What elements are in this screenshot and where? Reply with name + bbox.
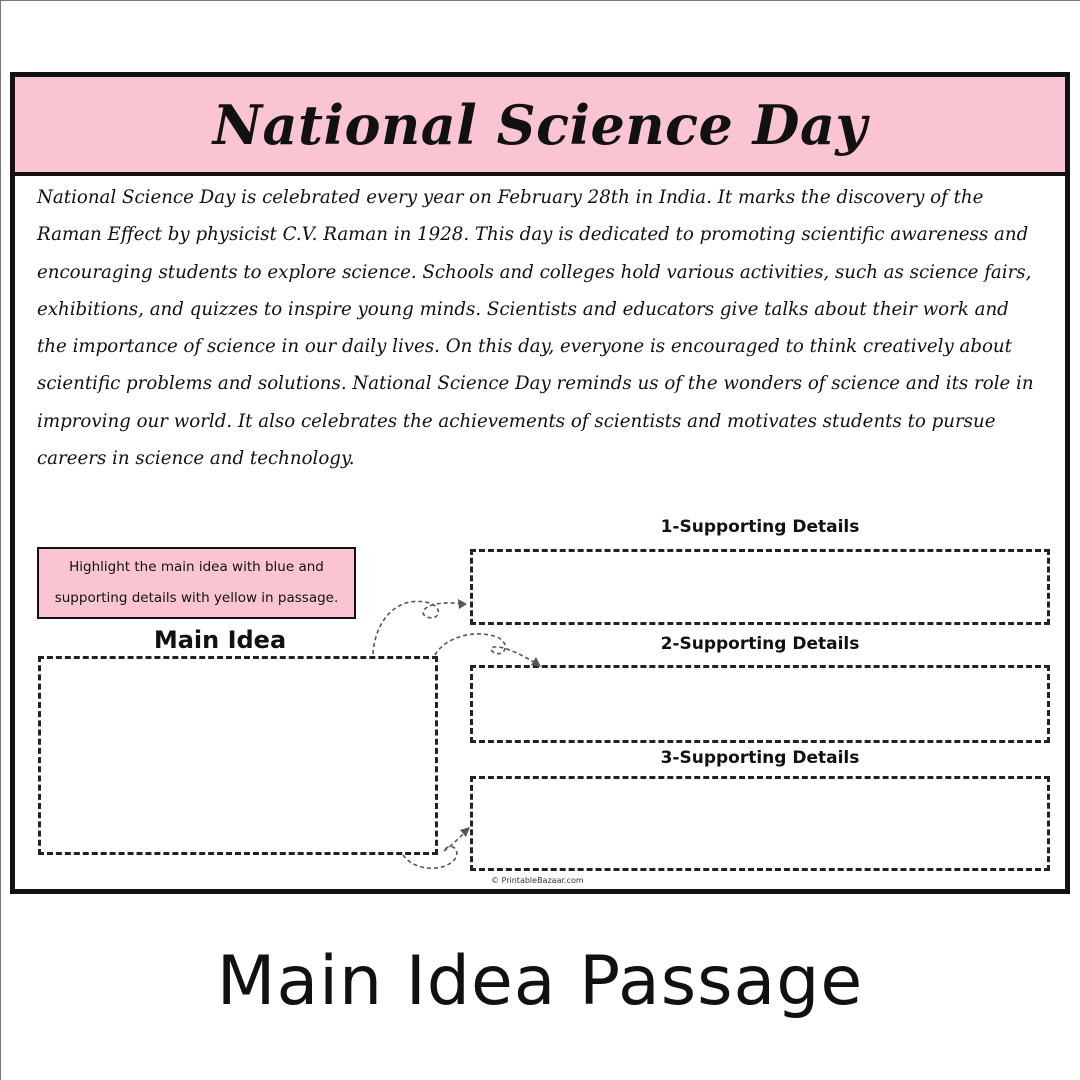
supporting-details-3-label: 3-Supporting Details (660, 748, 860, 768)
caption: Main Idea Passage (216, 942, 864, 1021)
arrowhead-1 (458, 599, 467, 609)
arrow-to-detail-1 (373, 601, 465, 654)
arrow-to-detail-2 (435, 634, 537, 664)
worksheet-title: National Science Day (212, 92, 868, 157)
worksheet (10, 72, 1070, 894)
supporting-details-2-label: 2-Supporting Details (660, 634, 860, 654)
reading-passage: National Science Day is celebrated every year on February 28th in India. It marks the discovery of the Raman Effect by physicist C.V. Raman in 1928. This day is dedicated to promoting scientific awareness and encouraging students to explore science. Schools and colleges hold various activities, such as science fairs, exhibitions, and quizzes to inspire young minds. Scientists and educators give talks about their work and the importance of science in our daily lives. On this day, everyone is encouraged to think creatively about scientific problems and solutions. National Science Day reminds us of the wonders of science and its role in improving our world. It also celebrates the achievements of scientists and motivates students to pursue careers in science and technology. (37, 187, 1034, 470)
instruction-line-2: supporting details with yellow in passage. (54, 590, 339, 606)
page-edge-top (0, 0, 1080, 1)
page-edge-left (0, 0, 1, 1080)
arrow-to-detail-3 (403, 830, 467, 868)
copyright-mark: © PrintableBazaar.com (491, 876, 584, 885)
main-idea-label: Main Idea (153, 626, 287, 654)
connector-arrows (15, 77, 1065, 889)
supporting-details-1-label: 1-Supporting Details (660, 517, 860, 537)
instruction-line-1: Highlight the main idea with blue and (69, 559, 324, 575)
